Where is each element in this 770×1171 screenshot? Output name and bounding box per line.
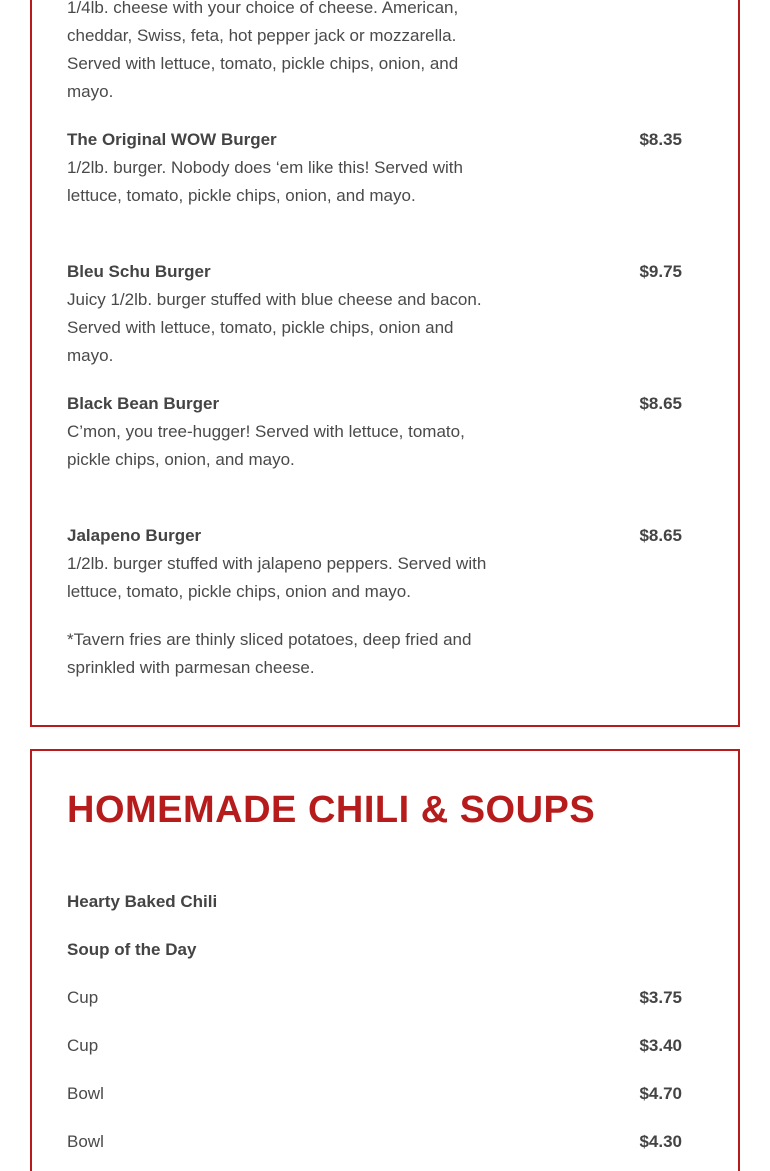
size-price: $3.75 [639, 988, 682, 1007]
menu-item-description: C’mon, you tree-hugger! Served with lettuce, tomato, pickle chips, onion, and mayo. [67, 422, 465, 469]
menu-item-description: 1/2lb. burger stuffed with jalapeno peppers. Served with lettuce, tomato, pickle chips, onion and mayo. [67, 554, 487, 601]
size-price: $4.30 [639, 1132, 682, 1151]
size-price: $4.70 [639, 1084, 682, 1103]
menu-item-description: Juicy 1/2lb. burger stuffed with blue cheese and bacon. Served with lettuce, tomato, pickle chips, onion and mayo. [67, 290, 482, 365]
tavern-fries-footnote: *Tavern fries are thinly sliced potatoes, deep fried and sprinkled with parmesan cheese. [67, 630, 472, 677]
size-label: Cup [67, 988, 99, 1007]
menu-item-price: $9.75 [639, 262, 682, 281]
cheese-burger-description: 1/4lb. cheese with your choice of cheese. American, cheddar, Swiss, feta, hot pepper jack or mozzarella. Served with lettuce, tomato, pickle chips, onion, and mayo. [67, 0, 459, 101]
menu-item-price: $8.65 [639, 394, 682, 413]
menu-item-name: Bleu Schu Burger [67, 262, 211, 281]
menu-item-name: Soup of the Day [67, 940, 197, 959]
menu-item-description: 1/2lb. burger. Nobody does ‘em like this! Served with lettuce, tomato, pickle chips, onion, and mayo. [67, 158, 463, 205]
menu-item-name: The Original WOW Burger [67, 130, 277, 149]
size-label: Cup [67, 1036, 99, 1055]
section-title: HOMEMADE CHILI & SOUPS [67, 789, 596, 831]
menu-item-price: $8.65 [639, 526, 682, 545]
size-label: Bowl [67, 1132, 104, 1151]
menu-item-name: Jalapeno Burger [67, 526, 202, 545]
menu-item-price: $8.35 [639, 130, 682, 149]
size-price: $3.40 [639, 1036, 682, 1055]
menu-item-name: Black Bean Burger [67, 394, 220, 413]
size-label: Bowl [67, 1084, 104, 1103]
menu-item-name: Hearty Baked Chili [67, 892, 218, 911]
